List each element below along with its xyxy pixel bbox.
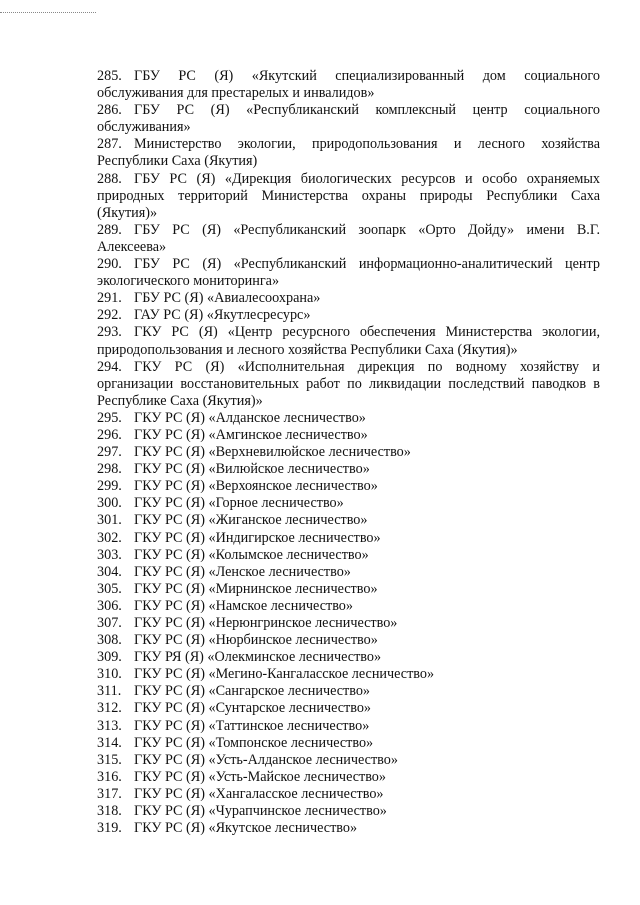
item-text: ГКУ РС (Я) «Жиганское лесничество»: [134, 512, 368, 529]
list-item: [97, 171, 600, 222]
list-item: [97, 461, 600, 478]
list-item: [97, 803, 600, 820]
list-item: [97, 564, 600, 581]
list-item: [97, 410, 600, 427]
item-number: 309.: [97, 649, 122, 666]
item-number: 301.: [97, 512, 122, 529]
item-number: 306.: [97, 597, 122, 614]
item-number: 304.: [97, 563, 122, 580]
list-item: [97, 752, 600, 769]
item-text: ГКУ РС (Я) «Мирнинское лесничество»: [134, 580, 378, 597]
item-text: ГБУ РС (Я) «Авиалесоохрана»: [134, 290, 321, 307]
list-item: [97, 632, 600, 649]
item-number: 317.: [97, 785, 122, 802]
list-item: [97, 478, 600, 495]
list-item: [97, 307, 600, 324]
list-item: [97, 700, 600, 717]
item-number: 299.: [97, 478, 122, 495]
item-text: ГКУ РС (Я) «Якутское лесничество»: [134, 820, 358, 837]
item-number: 310.: [97, 666, 122, 683]
item-text: ГКУ РС (Я) «Ленское лесничество»: [134, 563, 351, 580]
item-text: ГКУ РС (Я) «Амгинское лесничество»: [134, 426, 368, 443]
item-text: ГКУ РС (Я) «Нюрбинское лесничество»: [134, 632, 378, 649]
item-number: 319.: [97, 820, 122, 837]
item-text: ГКУ РС (Я) «Таттинское лесничество»: [134, 717, 370, 734]
list-item: [97, 444, 600, 461]
list-item: [97, 649, 600, 666]
list-item: [97, 102, 600, 136]
item-number: 305.: [97, 580, 122, 597]
item-text: ГКУ РС (Я) «Колымское лесничество»: [134, 546, 369, 563]
item-number: 295.: [97, 409, 122, 426]
list-item: [97, 735, 600, 752]
item-number: 285.: [97, 68, 122, 84]
list-item: [97, 615, 600, 632]
item-number: 313.: [97, 717, 122, 734]
item-text: ГКУ РС (Я) «Индигирское лесничество»: [134, 529, 381, 546]
item-number: 289.: [97, 221, 122, 238]
item-text: ГКУ РЯ (Я) «Олекминское лесничество»: [134, 649, 382, 666]
item-number: 291.: [97, 290, 122, 307]
list-item: [97, 666, 600, 683]
list-item: [97, 718, 600, 735]
list-item: [97, 256, 600, 290]
item-text: ГКУ РС (Я) «Верхоянское лесничество»: [134, 478, 378, 495]
item-text: ГКУ РС (Я) «Нерюнгринское лесничество»: [134, 615, 398, 631]
item-text: ГБУ РС (Я) «Дирекция биологических ресурсов и особо охраняемых природных территорий Министерства охраны природы Республики Саха (Якутия)»: [97, 170, 600, 221]
item-number: 312.: [97, 700, 122, 717]
item-number: 315.: [97, 751, 122, 768]
item-number: 308.: [97, 632, 122, 649]
list-item: [97, 512, 600, 529]
list-item: [97, 359, 600, 410]
item-text: ГКУ РС (Я) «Чурапчинское лесничество»: [134, 803, 387, 820]
entry-list: [97, 68, 600, 837]
item-number: 292.: [97, 307, 122, 324]
item-number: 290.: [97, 256, 122, 273]
list-item: [97, 530, 600, 547]
item-text: ГКУ РС (Я) «Алданское лесничество»: [134, 409, 366, 426]
item-number: 287.: [97, 136, 122, 153]
item-number: 298.: [97, 461, 122, 478]
item-text: ГКУ РС (Я) «Горное лесничество»: [134, 495, 344, 512]
item-text: ГКУ РС (Я) «Намское лесничество»: [134, 597, 353, 614]
item-text: ГКУ РС (Я) «Хангаласское лесничество»: [134, 785, 384, 802]
list-item: [97, 786, 600, 803]
item-number: 293.: [97, 324, 122, 341]
item-text: ГКУ РС (Я) «Усть-Майское лесничество»: [134, 768, 386, 785]
item-number: 307.: [97, 615, 122, 631]
item-text: ГБУ РС (Я) «Республиканский зоопарк «Орто Дойду» имени В.Г. Алексеева»: [97, 221, 600, 255]
item-number: 316.: [97, 768, 122, 785]
list-item: [97, 136, 600, 170]
list-item: [97, 290, 600, 307]
list-item: [97, 581, 600, 598]
item-text: ГАУ РС (Я) «Якутлесресурс»: [134, 307, 311, 324]
item-text: ГКУ РС (Я) «Исполнительная дирекция по водному хозяйству и организации восстановительных работ по ликвидации последствий паводков в Республике Саха (Якутия)»: [97, 358, 600, 409]
item-text: Министерство экологии, природопользования и лесного хозяйства Республики Саха (Якутия): [97, 136, 600, 170]
list-item: [97, 683, 600, 700]
list-item: [97, 820, 600, 837]
list-item: [97, 547, 600, 564]
item-text: ГКУ РС (Я) «Томпонское лесничество»: [134, 734, 374, 751]
item-number: 297.: [97, 444, 122, 461]
item-number: 288.: [97, 170, 122, 187]
list-item: [97, 769, 600, 786]
item-text: ГБУ РС (Я) «Якутский специализированный дом социального обслуживания для престарелых и инвалидов»: [97, 68, 600, 102]
item-text: ГКУ РС (Я) «Сангарское лесничество»: [134, 683, 371, 700]
list-item: [97, 68, 600, 102]
item-text: ГКУ РС (Я) «Сунтарское лесничество»: [134, 700, 372, 717]
item-text: ГКУ РС (Я) «Верхневилюйское лесничество»: [134, 444, 411, 461]
list-item: [97, 222, 600, 256]
item-number: 300.: [97, 495, 122, 512]
list-item: [97, 495, 600, 512]
list-item: [97, 427, 600, 444]
item-number: 311.: [97, 683, 122, 700]
item-text: ГКУ РС (Я) «Центр ресурсного обеспечения Министерства экологии, природопользования и лесного хозяйства Республики Саха (Якутия)»: [97, 324, 600, 358]
item-text: ГКУ РС (Я) «Вилюйское лесничество»: [134, 461, 370, 478]
item-number: 302.: [97, 529, 122, 546]
item-number: 303.: [97, 546, 122, 563]
item-number: 314.: [97, 734, 122, 751]
item-number: 318.: [97, 803, 122, 820]
item-text: ГКУ РС (Я) «Усть-Алданское лесничество»: [134, 751, 398, 768]
item-text: ГБУ РС (Я) «Республиканский информационно-аналитический центр экологического мониторинга»: [97, 256, 600, 290]
item-text: ГКУ РС (Я) «Мегино-Кангаласское лесничество»: [134, 666, 435, 683]
item-text: ГБУ РС (Я) «Республиканский комплексный центр социального обслуживания»: [97, 102, 600, 136]
header-dotted-rule: [0, 12, 96, 13]
item-number: 294.: [97, 358, 122, 375]
list-item: [97, 324, 600, 358]
item-number: 286.: [97, 102, 122, 119]
item-number: 296.: [97, 426, 122, 443]
list-item: [97, 598, 600, 615]
